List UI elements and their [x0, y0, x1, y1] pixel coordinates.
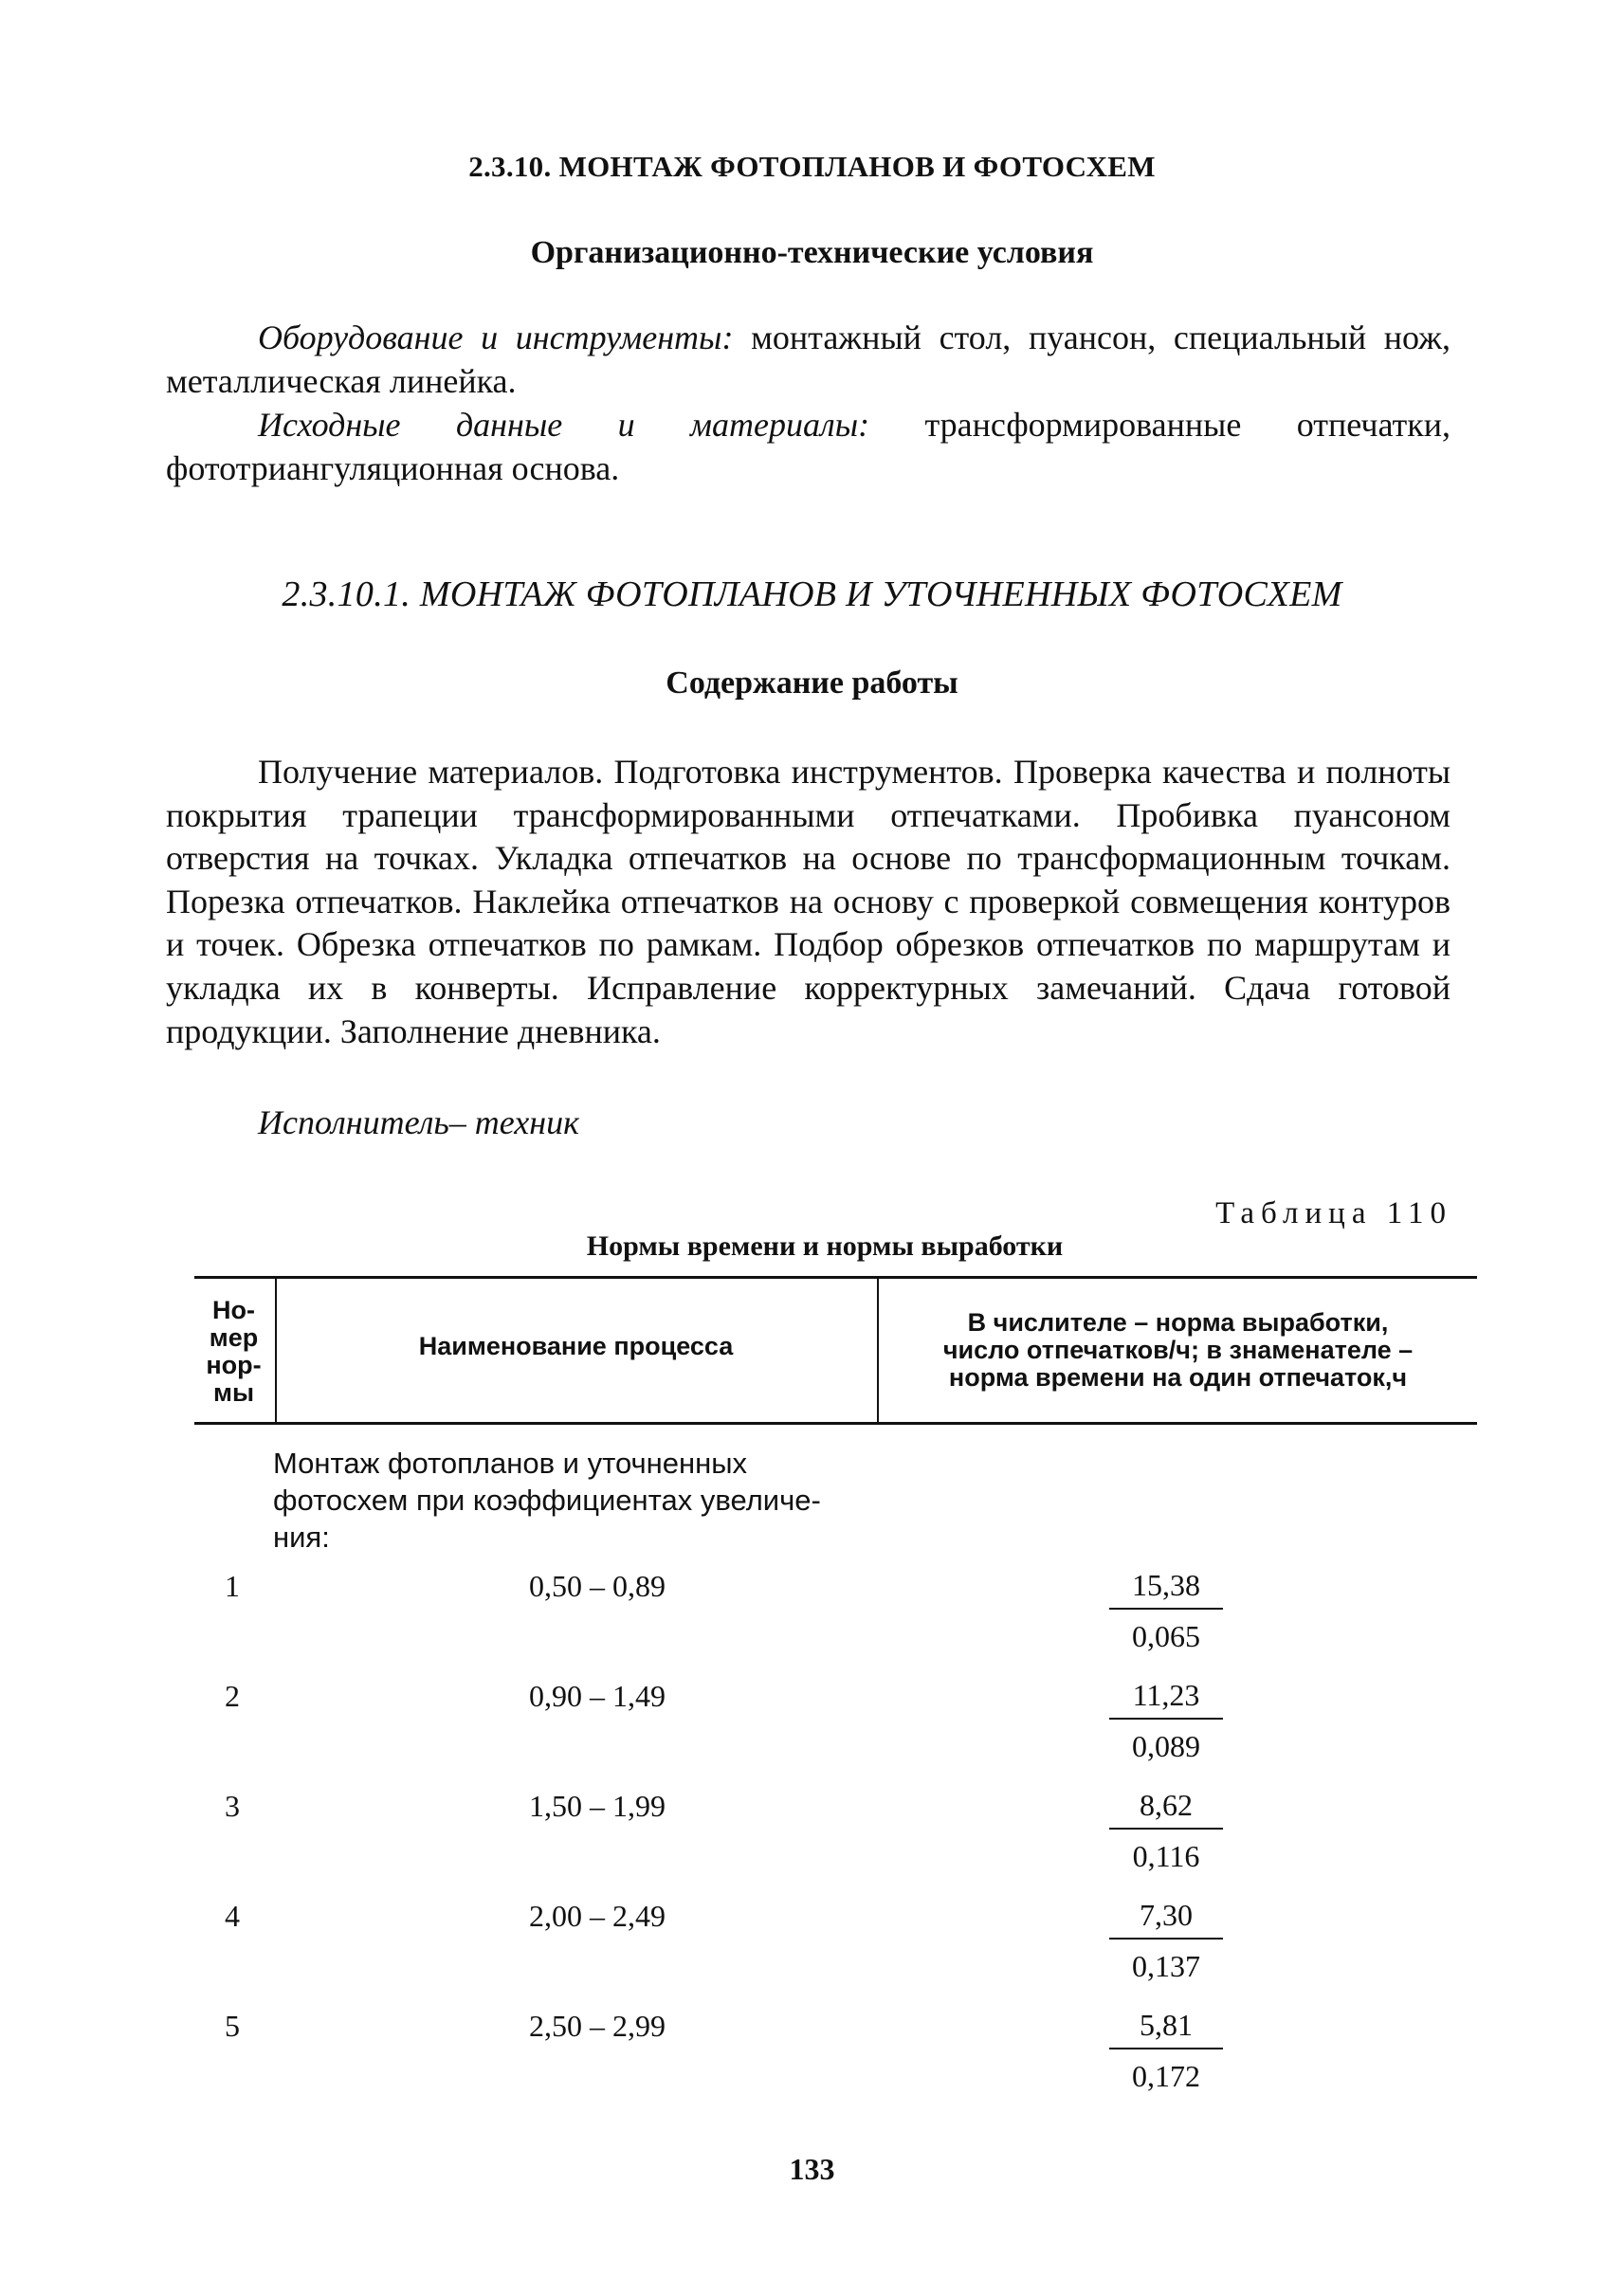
fraction-bar: [1109, 1718, 1223, 1720]
row-3-numerator: 8,62: [1140, 1788, 1193, 1822]
row-2-number: 2: [225, 1679, 240, 1713]
header-process: Наименование процесса: [418, 1332, 734, 1360]
row-5-range: 2,50 – 2,99: [529, 2009, 666, 2043]
row-1-range: 0,50 – 0,89: [529, 1569, 666, 1603]
content-heading: Содержание работы: [666, 665, 958, 701]
header-norm-line: число отпечатков/ч; в знаменателе –: [942, 1336, 1414, 1364]
row-1-norm: [1109, 1564, 1223, 1657]
row-5-numerator: 5,81: [1140, 2008, 1193, 2042]
row-4-denominator: 0,137: [1132, 1949, 1200, 1983]
header-number-line: Но-: [212, 1296, 255, 1324]
table-top-rule: [194, 1276, 1477, 1279]
header-number-line: нор-: [206, 1351, 262, 1379]
row-5-denominator: 0,172: [1132, 2059, 1200, 2093]
header-norm-line: норма времени на один отпечаток,ч: [948, 1363, 1408, 1392]
row-4-number: 4: [225, 1899, 240, 1933]
row-5-norm: [1109, 2004, 1223, 2097]
row-3-norm: [1109, 1784, 1223, 1877]
row-1-numerator: 15,38: [1132, 1568, 1200, 1602]
fraction-bar: [1109, 1938, 1223, 1940]
equipment-label: Оборудование и инструменты:: [258, 319, 734, 356]
fraction-bar: [1109, 2048, 1223, 2049]
group-label-line: Монтаж фотопланов и уточненных: [273, 1447, 748, 1480]
equipment-paragraph: [166, 316, 1451, 403]
header-number-line: мы: [212, 1378, 255, 1407]
row-1-number: 1: [225, 1569, 240, 1603]
source-data-label: Исходные данные и материалы:: [258, 406, 870, 444]
row-3-range: 1,50 – 1,99: [529, 1789, 666, 1823]
row-2-numerator: 11,23: [1132, 1678, 1200, 1712]
row-1-denominator: 0,065: [1132, 1619, 1200, 1653]
header-number: [194, 1297, 273, 1407]
source-data-paragraph: [166, 403, 1451, 490]
content-paragraph: Получение материалов. Подготовка инструментов. Проверка качества и полноты покрытия трапеции трансформированными отпечатками. Пробивка пуансоном отверстия на точках. Укладка отпечатков на основе по трансформационным точкам. Порезка отпечатков. Наклейка отпечатков на основу с проверкой совмещения контуров и точек. Обрезка отпечатков по рамкам. Подбор обрезков отпечатков по маршрутам и укладка их в конверты. Исправление корректурных замечаний. Сдача готовой продукции. Заполнение дневника.: [166, 753, 1451, 1050]
conditions-heading: Организационно-технические условия: [530, 235, 1094, 270]
subsection-heading: 2.3.10.1. МОНТАЖ ФОТОПЛАНОВ И УТОЧНЕННЫХ ФОТОСХЕМ: [282, 574, 1342, 614]
table-label: Таблица 110: [1215, 1196, 1452, 1230]
header-norm: [879, 1309, 1477, 1392]
group-label-line: ния:: [273, 1521, 330, 1554]
table-title: Нормы времени и нормы выработки: [586, 1230, 1064, 1262]
row-2-denominator: 0,089: [1132, 1729, 1200, 1763]
source-data-text: трансформированные отпечатки, фототриангуляционная основа.: [166, 406, 1451, 487]
row-4-numerator: 7,30: [1140, 1898, 1193, 1932]
row-5-number: 5: [225, 2009, 240, 2043]
page-number: 133: [789, 2152, 835, 2186]
group-label: [273, 1445, 880, 1556]
row-2-norm: [1109, 1674, 1223, 1767]
row-4-norm: [1109, 1894, 1223, 1987]
row-4-range: 2,00 – 2,49: [529, 1899, 666, 1933]
row-2-range: 0,90 – 1,49: [529, 1679, 666, 1713]
section-heading: 2.3.10. МОНТАЖ ФОТОПЛАНОВ И ФОТОСХЕМ: [468, 150, 1156, 183]
table-header-rule: [194, 1422, 1477, 1425]
equipment-text: монтажный стол, пуансон, специальный нож, металлическая линейка.: [166, 319, 1451, 400]
row-3-number: 3: [225, 1789, 240, 1823]
fraction-bar: [1109, 1608, 1223, 1610]
header-norm-line: В числителе – норма выработки,: [967, 1308, 1389, 1337]
group-label-line: фотосхем при коэффициентах увеличе-: [273, 1484, 821, 1517]
header-number-line: мер: [209, 1323, 259, 1352]
fraction-bar: [1109, 1828, 1223, 1830]
row-3-denominator: 0,116: [1132, 1839, 1200, 1873]
performer-line: Исполнитель– техник: [258, 1103, 579, 1141]
